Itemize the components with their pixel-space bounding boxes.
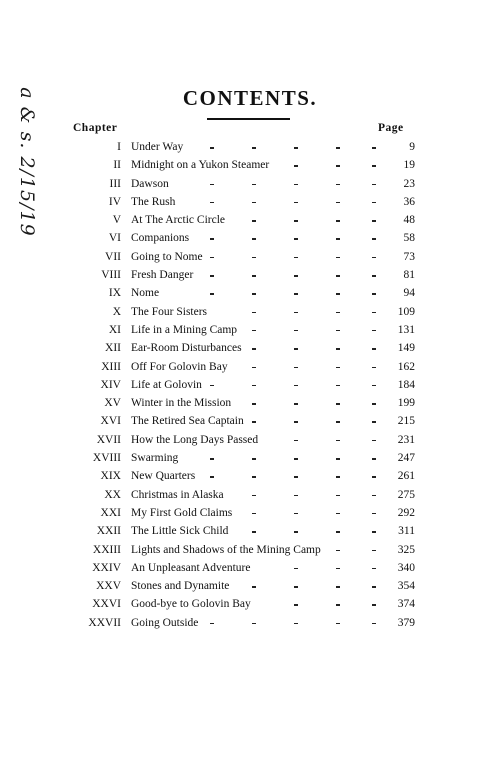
- chapter-title: Going to Nome: [131, 250, 203, 263]
- toc-entry: [0, 138, 500, 156]
- leader-dot: [372, 458, 376, 460]
- leader-dot: [294, 275, 298, 277]
- leader-dot: [210, 202, 214, 204]
- leader-dot: [372, 293, 376, 295]
- leader-dot: [336, 568, 340, 570]
- leader-dot: [252, 348, 256, 350]
- page-number: 275: [397, 488, 415, 501]
- chapter-title: My First Gold Claims: [131, 506, 233, 519]
- leader-dot: [294, 495, 298, 497]
- toc-entry: [0, 211, 500, 229]
- page-number: 325: [397, 543, 415, 556]
- leader-dot: [372, 184, 376, 186]
- chapter-number: XVII: [96, 433, 121, 446]
- toc-entry: [0, 358, 500, 376]
- leader-dot: [210, 458, 214, 460]
- chapter-title: Ear-Room Disturbances: [131, 342, 242, 355]
- leader-dot: [372, 257, 376, 259]
- leader-dot: [294, 367, 298, 369]
- chapter-title: How the Long Days Passed: [131, 433, 259, 446]
- chapter-number: III: [109, 177, 121, 190]
- leader-dot: [372, 604, 376, 606]
- page-number: 261: [397, 470, 415, 483]
- page-title: [0, 86, 500, 111]
- page-number: 231: [397, 433, 415, 446]
- toc-entry: [0, 412, 500, 430]
- chapter-title: Off For Golovin Bay: [131, 360, 228, 373]
- page-number: 292: [397, 506, 415, 519]
- leader-dot: [294, 165, 298, 167]
- leader-dot: [210, 476, 214, 478]
- leader-dot: [372, 421, 376, 423]
- page-number: 215: [397, 415, 415, 428]
- leader-dot: [252, 458, 256, 460]
- chapter-title: Good-bye to Golovin Bay: [131, 598, 251, 611]
- chapter-number: XXI: [100, 506, 121, 519]
- chapter-number: XXV: [96, 580, 121, 593]
- page-number: 131: [397, 323, 415, 336]
- leader-dot: [294, 568, 298, 570]
- toc-entry: [0, 614, 500, 632]
- chapter-title: Life in a Mining Camp: [131, 323, 238, 336]
- toc-entry: [0, 303, 500, 321]
- leader-dot: [336, 550, 340, 552]
- chapter-number: XXIII: [92, 543, 121, 556]
- leader-dot: [210, 238, 214, 240]
- chapter-title: Christmas in Alaska: [131, 488, 224, 501]
- leader-dot: [372, 312, 376, 314]
- leader-dot: [336, 513, 340, 515]
- leader-dot: [294, 257, 298, 259]
- chapter-title: Life at Golovin: [131, 378, 202, 391]
- toc-entry: [0, 175, 500, 193]
- chapter-number: VII: [105, 250, 121, 263]
- leader-dot: [210, 147, 214, 149]
- leader-dot: [372, 367, 376, 369]
- chapter-number: XIV: [100, 378, 121, 391]
- chapter-title: The Little Sick Child: [131, 525, 229, 538]
- leader-dot: [336, 495, 340, 497]
- leader-dot: [210, 385, 214, 387]
- leader-dot: [252, 495, 256, 497]
- leader-dot: [252, 623, 256, 625]
- page-number: 81: [403, 269, 415, 282]
- chapter-number: XXVI: [92, 598, 121, 611]
- leader-dot: [336, 184, 340, 186]
- leader-dot: [372, 568, 376, 570]
- page-column-header: Page: [378, 122, 404, 134]
- leader-dot: [252, 330, 256, 332]
- leader-dot: [294, 403, 298, 405]
- leader-dot: [294, 531, 298, 533]
- leader-dot: [372, 623, 376, 625]
- toc-entry: [0, 321, 500, 339]
- leader-dot: [294, 147, 298, 149]
- page-number: 162: [397, 360, 415, 373]
- toc-entry: [0, 284, 500, 302]
- chapter-title: At The Arctic Circle: [131, 214, 225, 227]
- toc-entry: [0, 431, 500, 449]
- leader-dot: [252, 312, 256, 314]
- page-title-text: CONTENTS.: [182, 86, 318, 110]
- leader-dot: [294, 348, 298, 350]
- leader-dot: [252, 531, 256, 533]
- leader-dot: [372, 275, 376, 277]
- chapter-title: Stones and Dynamite: [131, 580, 230, 593]
- leader-dot: [336, 421, 340, 423]
- toc-entry: [0, 467, 500, 485]
- leader-dot: [372, 550, 376, 552]
- toc-entry: [0, 577, 500, 595]
- chapter-title: Swarming: [131, 452, 179, 465]
- title-underline: [207, 118, 290, 120]
- chapter-title: Nome: [131, 287, 160, 300]
- leader-dot: [336, 531, 340, 533]
- leader-dot: [336, 586, 340, 588]
- leader-dot: [336, 403, 340, 405]
- chapter-title: Going Outside: [131, 616, 199, 629]
- leader-dot: [336, 330, 340, 332]
- leader-dot: [336, 202, 340, 204]
- chapter-number: XXIV: [92, 561, 121, 574]
- leader-dot: [336, 147, 340, 149]
- leader-dot: [336, 275, 340, 277]
- leader-dot: [252, 385, 256, 387]
- leader-dot: [252, 421, 256, 423]
- leader-dot: [252, 275, 256, 277]
- leader-dot: [294, 238, 298, 240]
- leader-dot: [336, 165, 340, 167]
- leader-dot: [336, 476, 340, 478]
- leader-dot: [294, 476, 298, 478]
- page-number: 9: [409, 141, 415, 153]
- chapter-number: V: [112, 214, 121, 227]
- toc-entry: [0, 595, 500, 613]
- page-number: 149: [397, 342, 415, 355]
- page-number: 374: [397, 598, 415, 611]
- leader-dot: [210, 275, 214, 277]
- leader-dot: [210, 184, 214, 186]
- leader-dot: [252, 257, 256, 259]
- toc-entry: [0, 229, 500, 247]
- page-number: 73: [403, 250, 415, 263]
- chapter-title: Midnight on a Yukon Steamer: [131, 159, 270, 172]
- chapter-number: XVIII: [92, 452, 121, 465]
- leader-dot: [336, 623, 340, 625]
- chapter-number: XIII: [101, 360, 121, 373]
- page-number: 36: [403, 195, 415, 208]
- toc-entry: [0, 266, 500, 284]
- leader-dot: [372, 531, 376, 533]
- leader-dot: [294, 330, 298, 332]
- leader-dot: [294, 312, 298, 314]
- leader-dot: [252, 586, 256, 588]
- toc-entry: [0, 339, 500, 357]
- leader-dot: [372, 238, 376, 240]
- chapter-number: IV: [108, 195, 121, 208]
- leader-dot: [294, 458, 298, 460]
- leader-dot: [372, 220, 376, 222]
- chapter-title: The Rush: [131, 195, 176, 208]
- chapter-title: Winter in the Mission: [131, 397, 232, 410]
- table-of-contents: [0, 138, 500, 632]
- leader-dot: [294, 513, 298, 515]
- leader-dot: [372, 586, 376, 588]
- chapter-title: New Quarters: [131, 470, 196, 483]
- page-number: 340: [397, 561, 415, 574]
- leader-dot: [294, 604, 298, 606]
- toc-entry: [0, 522, 500, 540]
- chapter-number: X: [112, 305, 121, 318]
- leader-dot: [294, 421, 298, 423]
- leader-dot: [252, 476, 256, 478]
- page-number: 48: [403, 214, 415, 227]
- toc-entry: [0, 156, 500, 174]
- toc-entry: [0, 394, 500, 412]
- leader-dot: [252, 220, 256, 222]
- leader-dot: [336, 458, 340, 460]
- leader-dot: [336, 238, 340, 240]
- chapter-number: VI: [108, 232, 121, 245]
- page-number: 94: [403, 287, 415, 300]
- leader-dot: [372, 202, 376, 204]
- chapter-number: II: [113, 159, 121, 172]
- leader-dot: [336, 367, 340, 369]
- leader-dot: [252, 184, 256, 186]
- leader-dot: [252, 367, 256, 369]
- page-number: 199: [397, 397, 415, 410]
- page-number: 354: [397, 580, 415, 593]
- chapter-number: XV: [104, 397, 121, 410]
- leader-dot: [372, 440, 376, 442]
- leader-dot: [252, 238, 256, 240]
- leader-dot: [252, 513, 256, 515]
- leader-dot: [336, 348, 340, 350]
- toc-entry: [0, 248, 500, 266]
- leader-dot: [294, 220, 298, 222]
- leader-dot: [372, 513, 376, 515]
- leader-dot: [252, 293, 256, 295]
- leader-dot: [252, 147, 256, 149]
- margin-note-text: a & s. 2/15/19: [16, 87, 38, 237]
- leader-dot: [252, 403, 256, 405]
- leader-dot: [294, 440, 298, 442]
- toc-entry: [0, 486, 500, 504]
- chapter-title: An Unpleasant Adventure: [131, 561, 251, 574]
- leader-dot: [252, 202, 256, 204]
- leader-dot: [336, 220, 340, 222]
- chapter-title: The Four Sisters: [131, 305, 208, 318]
- leader-dot: [294, 202, 298, 204]
- toc-entry: [0, 449, 500, 467]
- page-number: 247: [397, 452, 415, 465]
- page-number: 184: [397, 378, 415, 391]
- leader-dot: [210, 623, 214, 625]
- leader-dot: [372, 147, 376, 149]
- chapter-title: Dawson: [131, 177, 169, 190]
- page-number: 19: [403, 159, 415, 172]
- leader-dot: [372, 348, 376, 350]
- leader-dot: [336, 604, 340, 606]
- leader-dot: [294, 586, 298, 588]
- chapter-number: XI: [108, 323, 121, 336]
- page-number: 379: [397, 616, 415, 629]
- toc-entry: [0, 193, 500, 211]
- chapter-number: XIX: [100, 470, 121, 483]
- chapter-title: Under Way: [131, 141, 184, 153]
- leader-dot: [336, 293, 340, 295]
- leader-dot: [336, 440, 340, 442]
- chapter-title: Lights and Shadows of the Mining Camp: [131, 543, 321, 556]
- chapter-title: Companions: [131, 232, 190, 245]
- chapter-title: Fresh Danger: [131, 269, 194, 282]
- leader-dot: [372, 385, 376, 387]
- toc-entry: [0, 541, 500, 559]
- leader-dot: [294, 293, 298, 295]
- leader-dot: [372, 495, 376, 497]
- page-number: 311: [398, 525, 415, 538]
- chapter-number: VIII: [101, 269, 121, 282]
- page-number: 23: [403, 177, 415, 190]
- leader-dot: [294, 623, 298, 625]
- leader-dot: [294, 385, 298, 387]
- chapter-number: XXVII: [88, 616, 121, 629]
- leader-dot: [336, 385, 340, 387]
- leader-dot: [336, 312, 340, 314]
- leader-dot: [372, 165, 376, 167]
- chapter-number: XII: [105, 342, 121, 355]
- dot-leader: [131, 284, 381, 302]
- leader-dot: [372, 330, 376, 332]
- leader-dot: [210, 257, 214, 259]
- toc-entry: [0, 376, 500, 394]
- chapter-number: I: [117, 141, 121, 153]
- leader-dot: [372, 476, 376, 478]
- page-number: 109: [397, 305, 415, 318]
- chapter-number: XX: [104, 488, 121, 501]
- leader-dot: [294, 184, 298, 186]
- leader-dot: [372, 403, 376, 405]
- page-number: 58: [403, 232, 415, 245]
- leader-dot: [336, 257, 340, 259]
- toc-entry: [0, 559, 500, 577]
- toc-entry: [0, 504, 500, 522]
- chapter-title: The Retired Sea Captain: [131, 415, 244, 428]
- chapter-number: XVI: [100, 415, 121, 428]
- leader-dot: [210, 293, 214, 295]
- chapter-number: IX: [108, 287, 121, 300]
- chapter-number: XXII: [96, 525, 121, 538]
- chapter-column-header: Chapter: [73, 122, 118, 134]
